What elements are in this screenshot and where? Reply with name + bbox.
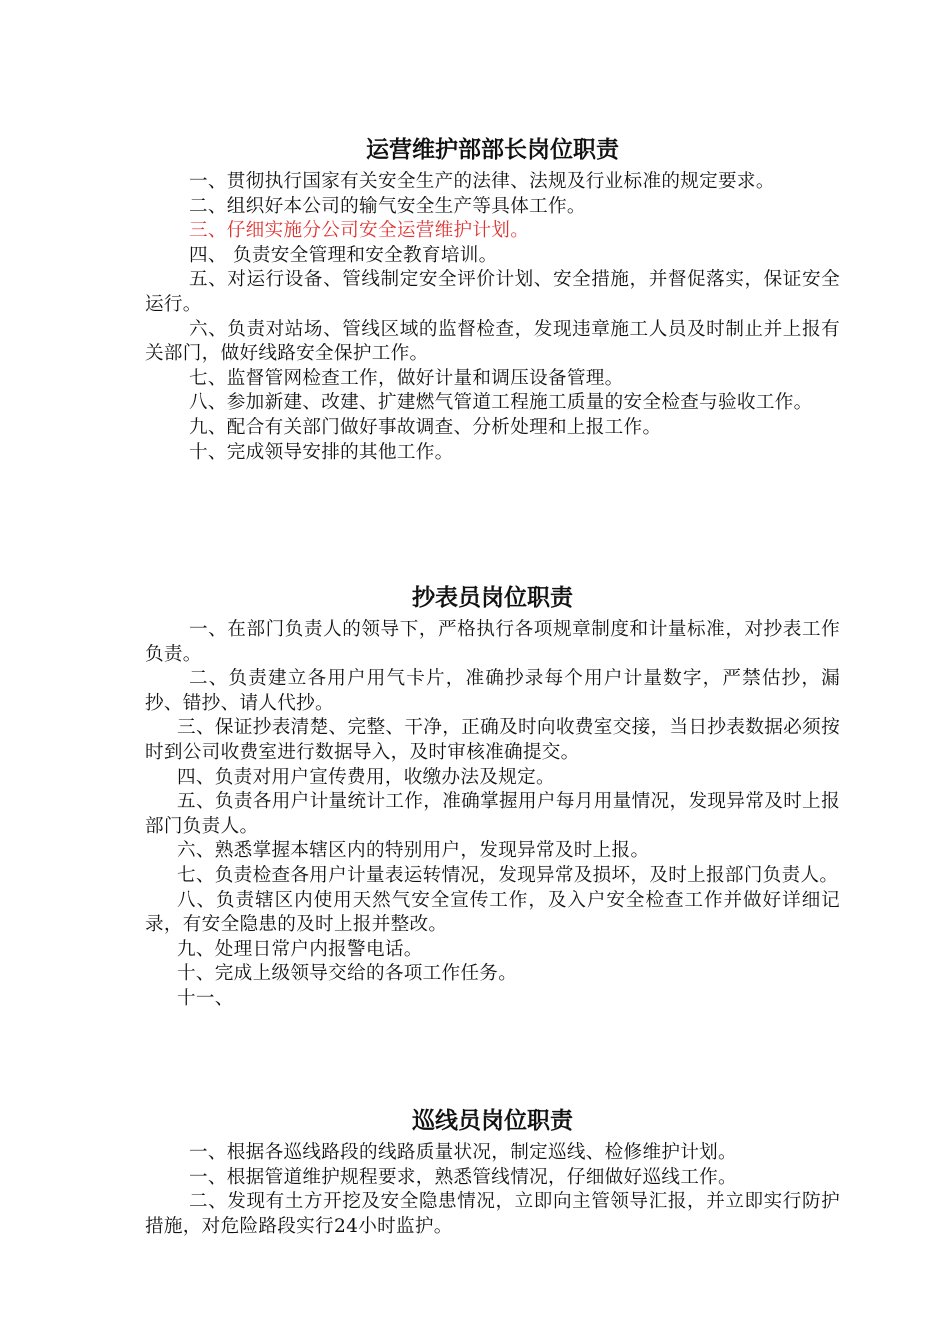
duty-item: 二、负责建立各用户用气卡片，准确抄录每个用户计量数字，严禁估抄，漏抄、错抄、请人代抄。	[145, 668, 840, 714]
duty-item: 十一、	[177, 987, 234, 1009]
duty-item: 三、保证抄表清楚、完整、干净，正确及时向收费室交接，当日抄表数据必须按时到公司收费室进行数据导入，及时审核准确提交。	[145, 717, 840, 763]
duty-item-highlighted: 三、仔细实施分公司安全运营维护计划。	[189, 220, 530, 242]
duty-item: 四、负责对用户宣传费用，收缴办法及规定。	[177, 766, 555, 788]
section-department-head	[145, 132, 840, 465]
duty-item: 五、负责各用户计量统计工作，准确掌握用户每月用量情况，发现异常及时上报部门负责人。	[145, 791, 840, 837]
duty-item: 六、熟悉掌握本辖区内的特别用户，发现异常及时上报。	[177, 840, 650, 862]
duty-item: 四、 负责安全管理和安全教育培训。	[189, 244, 498, 266]
duty-item: 十、完成上级领导交给的各项工作任务。	[177, 963, 518, 985]
duty-item: 六、负责对站场、管线区域的监督检查，发现违章施工人员及时制止并上报有关部门，做好线路安全保护工作。	[145, 318, 840, 365]
duty-item: 七、监督管网检查工作，做好计量和调压设备管理。	[189, 367, 624, 389]
section-title: 巡线员岗位职责	[412, 1107, 573, 1134]
section-title: 运营维护部部长岗位职责	[366, 136, 619, 163]
duty-item: 八、参加新建、改建、扩建燃气管道工程施工质量的安全检查与验收工作。	[189, 392, 813, 414]
duty-item: 七、负责检查各用户计量表运转情况，发现异常及损坏，及时上报部门负责人。	[177, 864, 839, 886]
section-meter-reader	[145, 580, 840, 1012]
duty-item: 一、贯彻执行国家有关安全生产的法律、法规及行业标准的规定要求。	[189, 171, 775, 192]
duty-item: 一、在部门负责人的领导下，严格执行各项规章制度和计量标准，对抄表工作负责。	[145, 619, 840, 665]
duty-item: 五、对运行设备、管线制定安全评价计划、安全措施，并督促落实，保证安全运行。	[145, 269, 840, 315]
duty-item: 九、配合有关部门做好事故调查、分析处理和上报工作。	[189, 416, 662, 438]
section-title: 抄表员岗位职责	[412, 584, 573, 611]
duty-item: 一、根据各巡线路段的线路质量状况，制定巡线、检修维护计划。	[189, 1142, 737, 1163]
duty-item: 二、发现有土方开挖及安全隐患情况，立即向主管领导汇报，并立即实行防护措施，对危险路段实行24小时监护。	[145, 1191, 840, 1237]
duty-item: 一、根据管道维护规程要求，熟悉管线情况，仔细做好巡线工作。	[189, 1166, 737, 1188]
section-line-patrol	[145, 1103, 840, 1239]
duty-item: 二、组织好本公司的输气安全生产等具体工作。	[189, 195, 586, 217]
duty-item: 九、处理日常户内报警电话。	[177, 938, 423, 960]
duty-item: 十、完成领导安排的其他工作。	[189, 441, 454, 463]
duty-item: 八、负责辖区内使用天然气安全宣传工作，及入户安全检查工作并做好详细记录，有安全隐患的及时上报并整改。	[145, 889, 840, 936]
